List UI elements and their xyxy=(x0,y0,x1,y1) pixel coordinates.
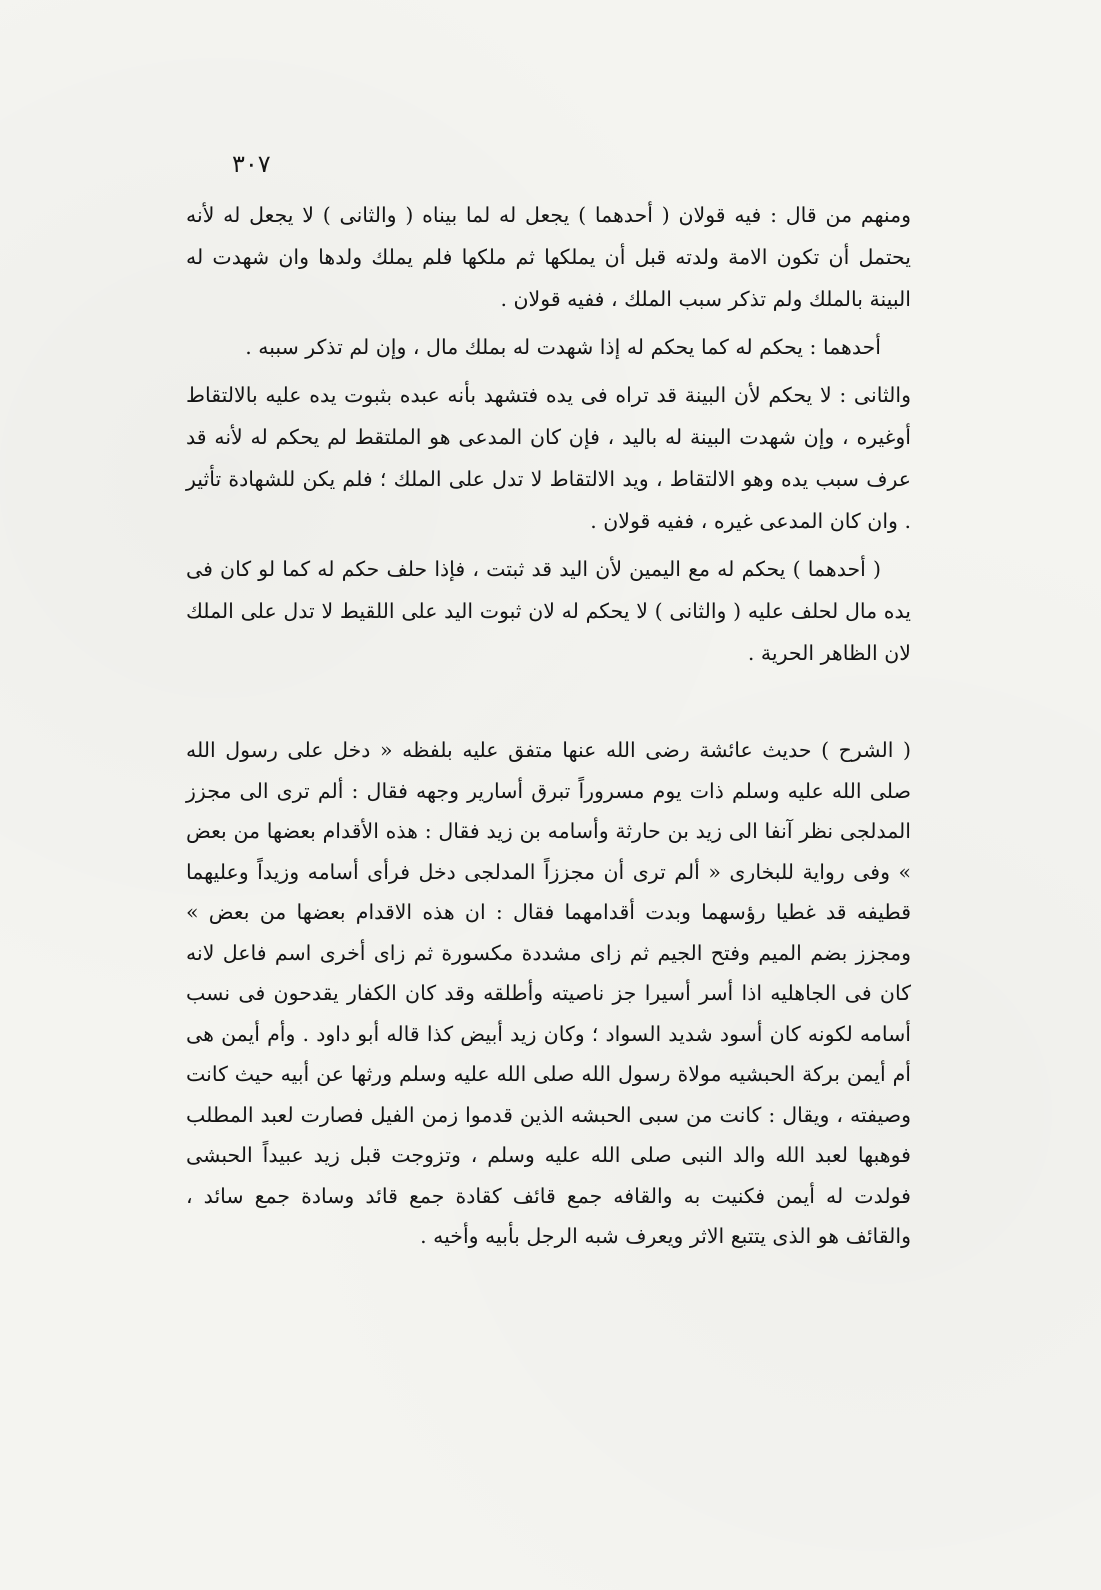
sharh-text-block xyxy=(186,730,911,1257)
sharh-paragraph: ( الشرح ) حديث عائشة رضى الله عنها متفق عليه بلفظه « دخل على رسول الله صلى الله عليه وسلم ذات يوم مسروراً تبرق أسارير وجهه فقال : ألم ترى الى مجزز المدلجى نظر آنفا الى زيد بن حارثة وأسامه بن زيد فقال : هذه الأقدام بعضها من بعض » وفى رواية للبخارى « ألم ترى أن مجززاً المدلجى دخل فرأى أسامه وزيداً وعليهما قطيفه قد غطيا رؤسهما وبدت أقدامهما فقال : ان هذه الاقدام بعضها من بعض » ومجزز بضم الميم وفتح الجيم ثم زاى مشددة مكسورة ثم زاى أخرى اسم فاعل لانه كان فى الجاهليه اذا أسر أسيرا جز ناصيته وأطلقه وقد كان الكفار يقدحون فى نسب أسامه لكونه كان أسود شديد السواد ؛ وكان زيد أبيض كذا قاله أبو داود . وأم أيمن هى أم أيمن بركة الحبشيه مولاة رسول الله صلى الله عليه وسلم ورثها عن أبيه حيث كانت وصيفته ، ويقال : كانت من سبى الحبشه الذين قدموا زمن الفيل فصارت لعبد المطلب فوهبها لعبد الله والد النبى صلى الله عليه وسلم ، وتزوجت قبل زيد عبيداً الحبشى فولدت له أيمن فكنيت به والقافه جمع قائف كقادة جمع قائد وسادة جمع سائد ، والقائف هو الذى يتتبع الاثر ويعرف شبه الرجل بأبيه وأخيه . xyxy=(186,738,911,1248)
matn-text-block xyxy=(186,194,911,680)
matn-paragraph: أحدهما : يحكم له كما يحكم له إذا شهدت له بملك مال ، وإن لم تذكر سببه . xyxy=(245,335,881,359)
matn-paragraph: ( أحدهما ) يحكم له مع اليمين لأن اليد قد ثبتت ، فإذا حلف حكم له كما لو كان فى يده مال لحلف عليه ( والثانى ) لا يحكم له لان ثبوت اليد على اللقيط لا تدل على الملك لان الظاهر الحرية . xyxy=(186,557,911,665)
page-number: ٣٠٧ xyxy=(232,150,271,178)
matn-paragraph: والثانى : لا يحكم لأن البينة قد تراه فى يده فتشهد بأنه عبده بثبوت يده عليه بالالتقاط أوغيره ، وإن شهدت البينة له باليد ، فإن كان المدعى هو الملتقط لم يحكم له لأنه قد عرف سبب يده وهو الالتقاط ، ويد الالتقاط لا تدل على الملك ؛ فلم يكن للشهادة تأثير . وان كان المدعى غيره ، ففيه قولان . xyxy=(186,383,911,533)
matn-paragraph: ومنهم من قال : فيه قولان ( أحدهما ) يجعل له لما بيناه ( والثانى ) لا يجعل له لأنه يحتمل أن تكون الامة ولدته قبل أن يملكها ثم ملكها فلم يملك ولدها وان شهدت له البينة بالملك ولم تذكر سبب الملك ، ففيه قولان . xyxy=(186,203,911,311)
